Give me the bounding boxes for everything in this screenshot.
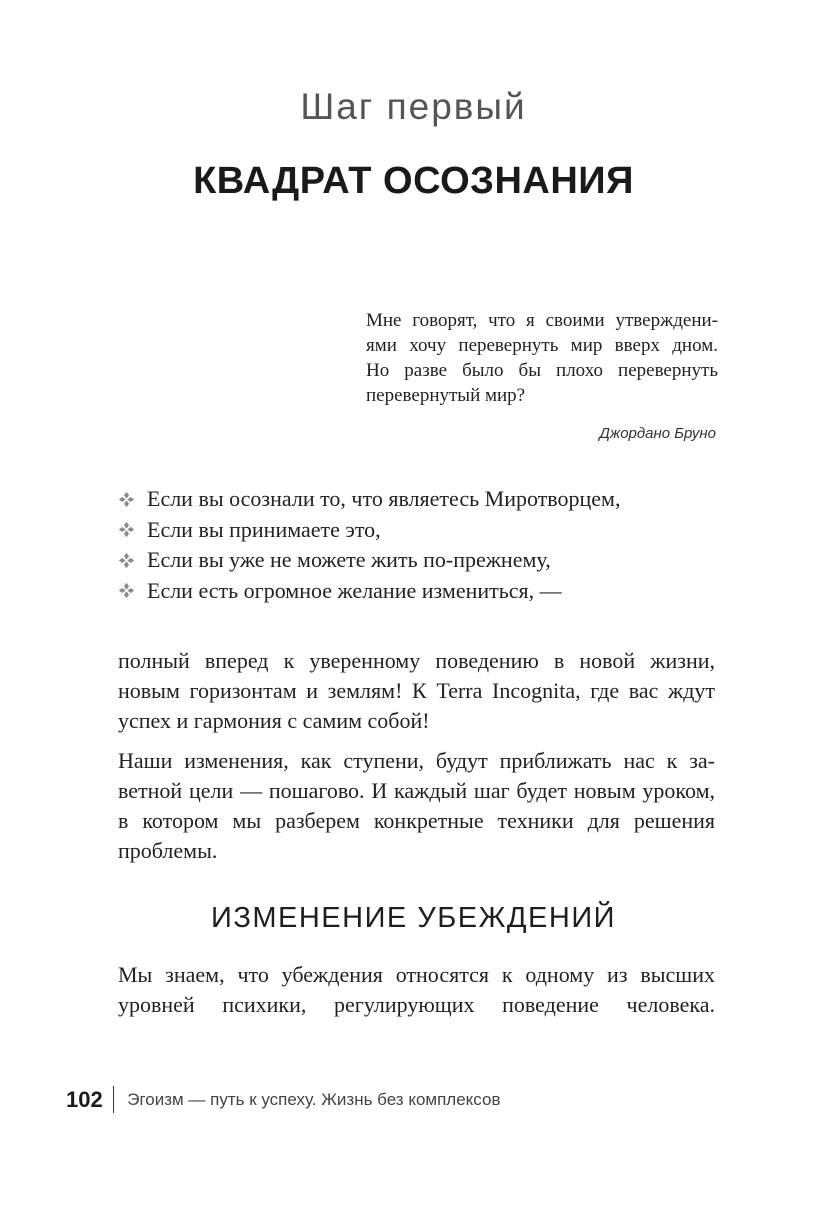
paragraph-line: успех и гармония с самим собой! — [118, 708, 430, 733]
epigraph-line: ями хочу перевернуть мир вверх дном. — [366, 335, 718, 356]
four-diamond-bullet-icon — [118, 582, 135, 599]
epigraph-quote — [366, 308, 718, 408]
list-item — [118, 515, 718, 546]
bullet-text: Если вы осознали то, что являетесь Миротворцем, — [147, 486, 621, 511]
page-footer — [66, 1086, 500, 1113]
paragraph-1 — [118, 646, 715, 736]
list-item — [118, 576, 718, 607]
epigraph-author: Джордано Бруно — [599, 425, 716, 442]
paragraph-line: ветной цели — пошагово. И каждый шаг будет новым уроком, — [118, 778, 715, 803]
epigraph — [366, 308, 718, 408]
paragraph-line: Наши изменения, как ступени, будут приближать нас к за- — [118, 748, 715, 773]
page-number: 102 — [66, 1086, 103, 1112]
paragraph-line: новым горизонтам и землям! К Terra Incognita, где вас ждут — [118, 678, 715, 703]
bullet-text: Если есть огромное желание измениться, — — [147, 577, 562, 603]
epigraph-line: Но разве было бы плохо перевернуть — [366, 360, 718, 381]
paragraph-line: в котором мы разберем конкретные техники для решения — [118, 808, 715, 833]
list-item — [118, 484, 718, 515]
paragraph-2 — [118, 746, 715, 866]
paragraph-3 — [118, 960, 715, 1020]
bullet-list — [118, 484, 718, 606]
list-item — [118, 545, 718, 576]
four-diamond-bullet-icon — [118, 552, 135, 569]
step-label: Шаг первый — [300, 86, 527, 127]
epigraph-line: Мне говорят, что я своими утверждени- — [366, 310, 718, 331]
paragraph-line: полный вперед к уверенному поведению в новой жизни, — [118, 648, 715, 673]
chapter-title: КВАДРАТ ОСОЗНАНИЯ — [193, 160, 634, 202]
section-heading: ИЗМЕНЕНИЕ УБЕЖДЕНИЙ — [210, 902, 617, 934]
four-diamond-bullet-icon — [118, 521, 135, 538]
paragraph-line: уровней психики, регулирующих поведение человека. — [118, 992, 715, 1017]
epigraph-line: перевернутый мир? — [366, 385, 526, 406]
paragraph-line: Мы знаем, что убеждения относятся к одному из высших — [118, 962, 715, 987]
paragraph-line: проблемы. — [118, 838, 218, 863]
bullet-text: Если вы уже не можете жить по-прежнему, — [147, 547, 551, 572]
footer-divider — [113, 1086, 115, 1113]
running-title: Эгоизм — путь к успеху. Жизнь без комплексов — [127, 1089, 501, 1109]
four-diamond-bullet-icon — [118, 491, 135, 508]
bullet-text: Если вы принимаете это, — [147, 516, 381, 542]
